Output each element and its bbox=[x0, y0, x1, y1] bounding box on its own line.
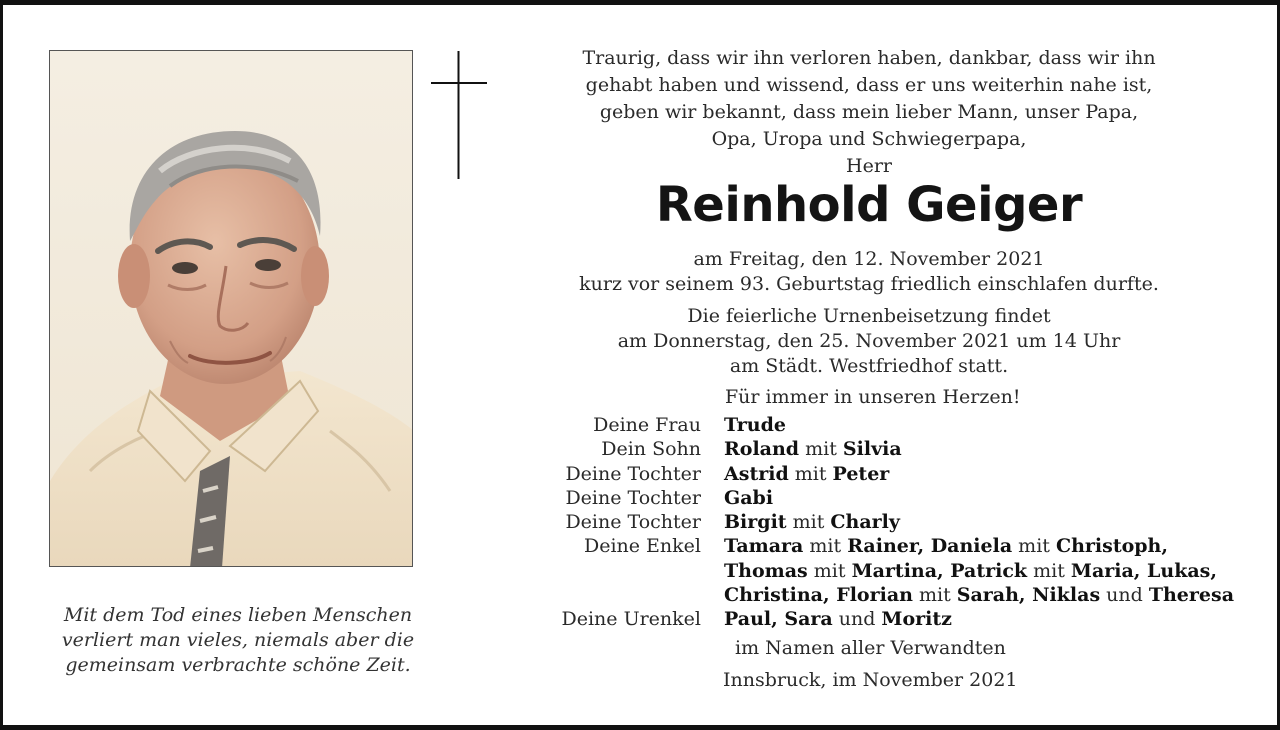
burial-line: am Städt. Westfriedhof statt. bbox=[729, 355, 1009, 377]
mourner-name: Roland bbox=[724, 438, 800, 461]
mourner-role bbox=[543, 583, 701, 607]
mourner-name: Martina, Patrick bbox=[851, 559, 1028, 582]
mourner-role: Deine Enkel bbox=[583, 535, 701, 558]
connector-word: und bbox=[832, 608, 882, 631]
mourner-role: Deine Tochter bbox=[565, 462, 701, 485]
intro-line: Opa, Uropa und Schwiegerpapa, bbox=[711, 128, 1027, 150]
intro-line: Herr bbox=[846, 155, 892, 177]
portrait-photo bbox=[49, 50, 413, 567]
intro-line: geben wir bekannt, dass mein lieber Mann, unser Papa, bbox=[599, 101, 1139, 123]
mourner-names bbox=[724, 534, 1194, 558]
mourner-names bbox=[724, 559, 1217, 583]
mourner-row bbox=[543, 510, 1194, 534]
mourner-role: Deine Urenkel bbox=[561, 608, 701, 631]
mourner-row bbox=[543, 559, 1217, 583]
mourner-name: Gabi bbox=[724, 486, 774, 509]
mourner-names bbox=[724, 437, 1194, 461]
mourner-row bbox=[543, 413, 1194, 437]
mourner-name: Tamara bbox=[724, 535, 804, 558]
quote-line: Mit dem Tod eines lieben Menschen bbox=[63, 604, 413, 626]
connector-word: mit bbox=[807, 559, 852, 582]
mourner-name: Silvia bbox=[842, 438, 902, 461]
mourner-row bbox=[543, 462, 1194, 486]
forever-line: Für immer in unseren Herzen! bbox=[725, 386, 1021, 408]
death-line: am Freitag, den 12. November 2021 bbox=[693, 248, 1045, 270]
connector-word: und bbox=[1100, 584, 1149, 607]
mourner-role: Deine Tochter bbox=[565, 511, 701, 534]
mourner-name: Thomas bbox=[724, 559, 808, 582]
mourner-names bbox=[724, 607, 1194, 631]
mourner-name: Astrid bbox=[724, 462, 789, 485]
mourner-row bbox=[543, 607, 1194, 631]
relatives-line: im Namen aller Verwandten bbox=[735, 637, 1006, 659]
connector-word: mit bbox=[912, 584, 957, 607]
connector-word: mit bbox=[803, 535, 848, 558]
quote-line: gemeinsam verbrachte schöne Zeit. bbox=[65, 654, 411, 676]
memorial-quote bbox=[33, 603, 443, 678]
mourner-names bbox=[724, 462, 1194, 486]
mourner-role: Dein Sohn bbox=[601, 438, 701, 461]
quote-line: verliert man vieles, niemals aber die bbox=[61, 629, 415, 651]
mourner-names bbox=[724, 510, 1194, 534]
mourner-role bbox=[543, 559, 701, 583]
deceased-name: Reinhold Geiger bbox=[655, 177, 1083, 233]
intro-text bbox=[549, 45, 1189, 180]
burial-notice bbox=[549, 304, 1189, 379]
mourner-name: Theresa bbox=[1148, 584, 1235, 607]
mourner-names bbox=[724, 413, 1194, 437]
mourner-name: Christina, Florian bbox=[724, 584, 913, 607]
connector-word: mit bbox=[1027, 559, 1071, 582]
mourner-row bbox=[543, 486, 1194, 510]
mourner-name: Charly bbox=[830, 511, 900, 534]
intro-line: gehabt haben und wissend, dass er uns weiterhin nahe ist, bbox=[585, 74, 1153, 96]
mourner-role: Deine Frau bbox=[593, 414, 701, 436]
mourner-name: Sarah, Niklas bbox=[956, 584, 1101, 607]
connector-word: mit bbox=[799, 438, 843, 461]
cross-icon bbox=[431, 51, 487, 179]
mourner-name: Trude bbox=[724, 414, 786, 436]
mourners-list bbox=[543, 413, 1235, 632]
burial-line: am Donnerstag, den 25. November 2021 um 14 Uhr bbox=[617, 330, 1121, 352]
mourner-names bbox=[724, 486, 1194, 510]
portrait-image bbox=[50, 51, 413, 567]
burial-line: Die feierliche Urnenbeisetzung findet bbox=[687, 305, 1051, 327]
mourner-names bbox=[724, 583, 1235, 607]
mourner-name: Maria, Lukas, bbox=[1070, 559, 1217, 582]
mourner-row bbox=[543, 437, 1194, 461]
death-notice bbox=[549, 247, 1189, 297]
mourner-name: Christoph, bbox=[1055, 535, 1168, 558]
mourner-role: Deine Tochter bbox=[565, 486, 701, 509]
mourner-name: Paul, Sara bbox=[724, 608, 833, 631]
death-line: kurz vor seinem 93. Geburtstag friedlich einschlafen durfte. bbox=[579, 273, 1159, 295]
mourner-name: Peter bbox=[832, 462, 890, 485]
mourner-name: Moritz bbox=[881, 608, 952, 631]
mourner-name: Birgit bbox=[724, 511, 787, 534]
intro-line: Traurig, dass wir ihn verloren haben, dankbar, dass wir ihn bbox=[582, 47, 1156, 69]
mourner-row bbox=[543, 583, 1235, 607]
connector-word: mit bbox=[786, 511, 831, 534]
place-date: Innsbruck, im November 2021 bbox=[723, 669, 1018, 691]
mourner-name: Rainer, Daniela bbox=[847, 535, 1013, 558]
connector-word: mit bbox=[788, 462, 833, 485]
mourner-row bbox=[543, 534, 1194, 558]
connector-word: mit bbox=[1012, 535, 1056, 558]
